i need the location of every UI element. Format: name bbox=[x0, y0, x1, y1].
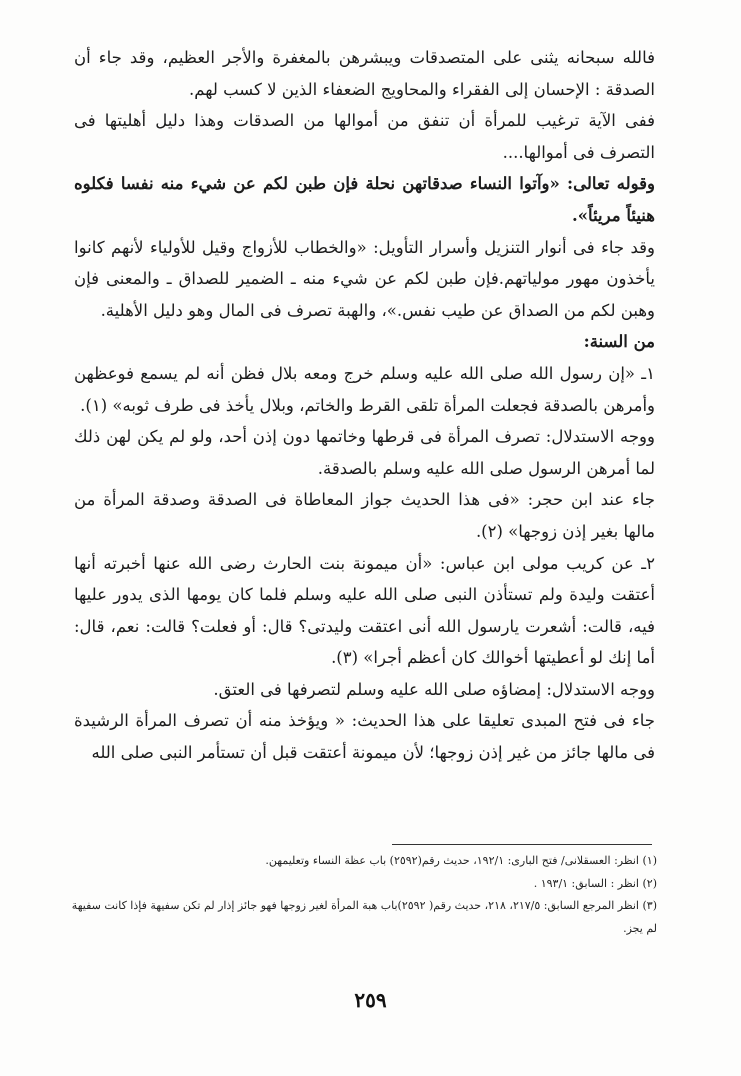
footnotes bbox=[60, 850, 657, 940]
quran-verse-paragraph: وقوله تعالى: «وآتوا النساء صدقاتهن نحلة فإن طبن لكم عن شيء منه نفسا فكلوه هنيئاً مريئاً». bbox=[74, 174, 655, 225]
footnote-3: (٣) انظر المرجع السابق: ٢١٧/٥، ٢١٨، حديث رقم( ٢٥٩٢)باب هبة المرأة لغير زوجها فهو جائز إذار لم تكن سفيهة فإذا كانت سفيهة لم يجز. bbox=[71, 899, 657, 935]
body-text bbox=[74, 42, 655, 769]
paragraph-7: ووجه الاستدلال: تصرف المرأة فى قرطها وخاتمها دون إذن أحد، ولو لم يكن لهن ذلك لما أمرهن الرسول صلى الله عليه وسلم بالصدقة. bbox=[74, 427, 655, 478]
paragraph-10: ووجه الاستدلال: إمضاؤه صلى الله عليه وسلم لتصرفها فى العتق. bbox=[213, 679, 655, 699]
paragraph-11: جاء فى فتح المبدى تعليقا على هذا الحديث: « ويؤخذ منه أن تصرف المرأة الرشيدة فى مالها جائز من غير إذن زوجها؛ لأن ميمونة أعتقت قبل أن تستأمر النبى صلى الله bbox=[74, 711, 655, 763]
footnote-2: (٢) انظر : السابق: ١٩٣/١ . bbox=[533, 876, 657, 890]
footnote-separator bbox=[392, 844, 652, 845]
footnote-1: (١) انظر: العسقلانى/ فتح البارى: ١٩٢/١، حديث رقم(٢٥٩٢) باب عظة النساء وتعليمهن. bbox=[265, 854, 657, 867]
hadith-2-paragraph: ٢ـ عن كريب مولى ابن عباس: «أن ميمونة بنت الحارث رضى الله عنها أخبرته أنها أعتقت وليدة ولم تستأذن النبى صلى الله عليه وسلم فلما كان يومها الذى يدور عليها فيه، قالت: أشعرت يارسول الله أنى اعتقت وليدتى؟ قال: أو فعلت؟ قالت: نعم، قال: أما إنك لو أعطيتها أخوالك كان أعظم أجرا» (٣). bbox=[74, 553, 655, 668]
paragraph-8: جاء عند ابن حجر: «فى هذا الحديث جواز المعاطاة فى الصدقة وصدقة المرأة من مالها بغير إذن زوجها» (٢). bbox=[74, 490, 655, 541]
paragraph-4: وقد جاء فى أنوار التنزيل وأسرار التأويل: «والخطاب للأزواج وقيل للأولياء لأنهم كانوا يأخذون مهور مولياتهم.فإن طبن لكم عن شيء منه ـ الضمير للصداق ـ والمعنى فإن وهبن لكم من الصداق عن طيب نفس.»، والهبة تصرف فى المال وهو دليل الأهلية. bbox=[74, 237, 655, 320]
paragraph-1: فالله سبحانه يثنى على المتصدقات ويبشرهن بالمغفرة والأجر العظيم، وقد جاء أن الصدقة : الإحسان إلى الفقراء والمحاويج الضعفاء الذين لا كسب لهم. bbox=[74, 48, 655, 99]
hadith-1-paragraph: ١ـ «إن رسول الله صلى الله عليه وسلم خرج ومعه بلال فظن أنه لم يسمع فوعظهن وأمرهن بالصدقة فجعلت المرأة تلقى القرط والخاتم، وبلال يأخذ فى طرف ثوبه» (١). bbox=[74, 363, 655, 415]
section-heading-sunnah: من السنة: bbox=[583, 332, 655, 352]
paragraph-2: ففى الآية ترغيب للمرأة أن تنفق من أموالها من الصدقات وهذا دليل أهليتها فى التصرف فى أموالها.... bbox=[74, 111, 655, 162]
page-number: ٢٥٩ bbox=[354, 988, 387, 1012]
